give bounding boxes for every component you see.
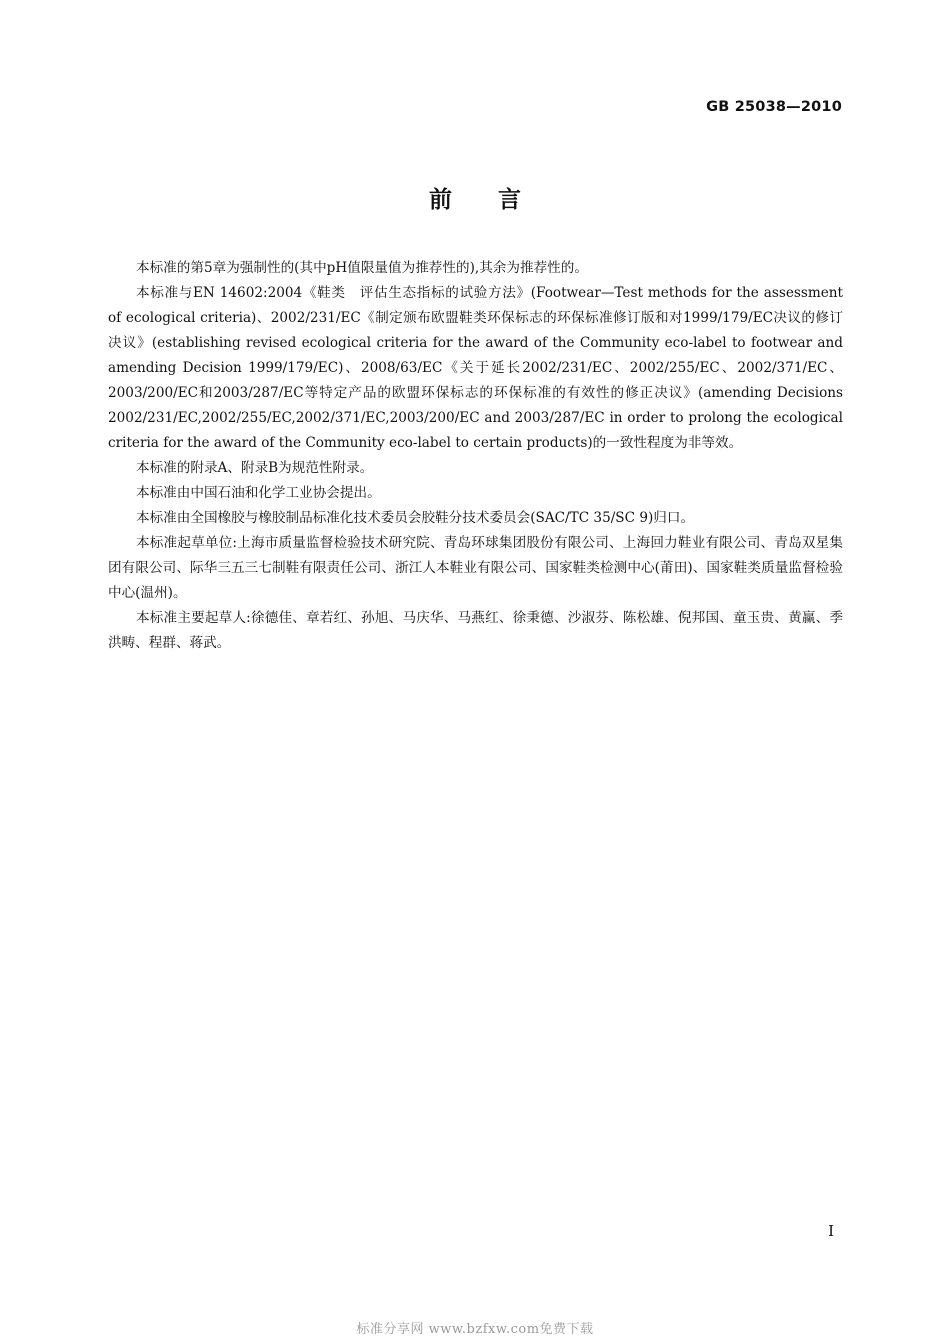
preface-body <box>108 256 843 656</box>
paragraph-annexes: 本标准的附录A、附录B为规范性附录。 <box>136 460 374 476</box>
page-title <box>0 181 950 214</box>
title-char-2: 言 <box>498 187 521 213</box>
paragraph-technical-committee: 本标准由全国橡胶与橡胶制品标准化技术委员会胶鞋分技术委员会(SAC/TC 35/SC 9)归口。 <box>136 510 695 526</box>
title-char-1: 前 <box>429 187 452 213</box>
paragraph-drafters: 本标准主要起草人:徐德佳、章若红、孙旭、马庆华、马燕红、徐秉德、沙淑芬、陈松雄、倪邦国、童玉贵、黄赢、季洪畴、程群、蒋武。 <box>108 610 843 651</box>
paragraph-consistency: 本标准与EN 14602:2004《鞋类 评估生态指标的试验方法》(Footwear—Test methods for the assessment of ecological criteria)、2002/231/EC《制定颁布欧盟鞋类环保标志的环保标准修订版和对1999/179/EC决议的修订决议》(establishing revised ecological criteria for the award of the Community eco-label to footwear and amending Decision 1999/179/EC)、2008/63/EC《关于延长2002/231/EC、2002/255/EC、2002/371/EC、2003/200/EC和2003/287/EC等特定产品的欧盟环保标志的环保标准的有效性的修正决议》(amending Decisions 2002/231/EC,2002/255/EC,2002/371/EC,2003/200/EC and 2003/287/EC in order to prolong the ecological criteria for the award of the Community eco-label to certain products)的一致性程度为非等效。 <box>108 285 843 451</box>
page-number: I <box>828 1222 834 1240</box>
footer-watermark: 标准分享网 www.bzfxw.com免费下载 <box>356 1322 594 1337</box>
paragraph-proposed-by: 本标准由中国石油和化学工业协会提出。 <box>136 485 381 501</box>
paragraph-mandatory-clause: 本标准的第5章为强制性的(其中pH值限量值为推荐性的),其余为推荐性的。 <box>136 260 588 276</box>
standard-code: GB 25038—2010 <box>706 99 842 115</box>
paragraph-drafting-units: 本标准起草单位:上海市质量监督检验技术研究院、青岛环球集团股份有限公司、上海回力鞋业有限公司、青岛双星集团有限公司、际华三五三七制鞋有限责任公司、浙江人本鞋业有限公司、国家鞋类检测中心(莆田)、国家鞋类质量监督检验中心(温州)。 <box>108 535 843 601</box>
